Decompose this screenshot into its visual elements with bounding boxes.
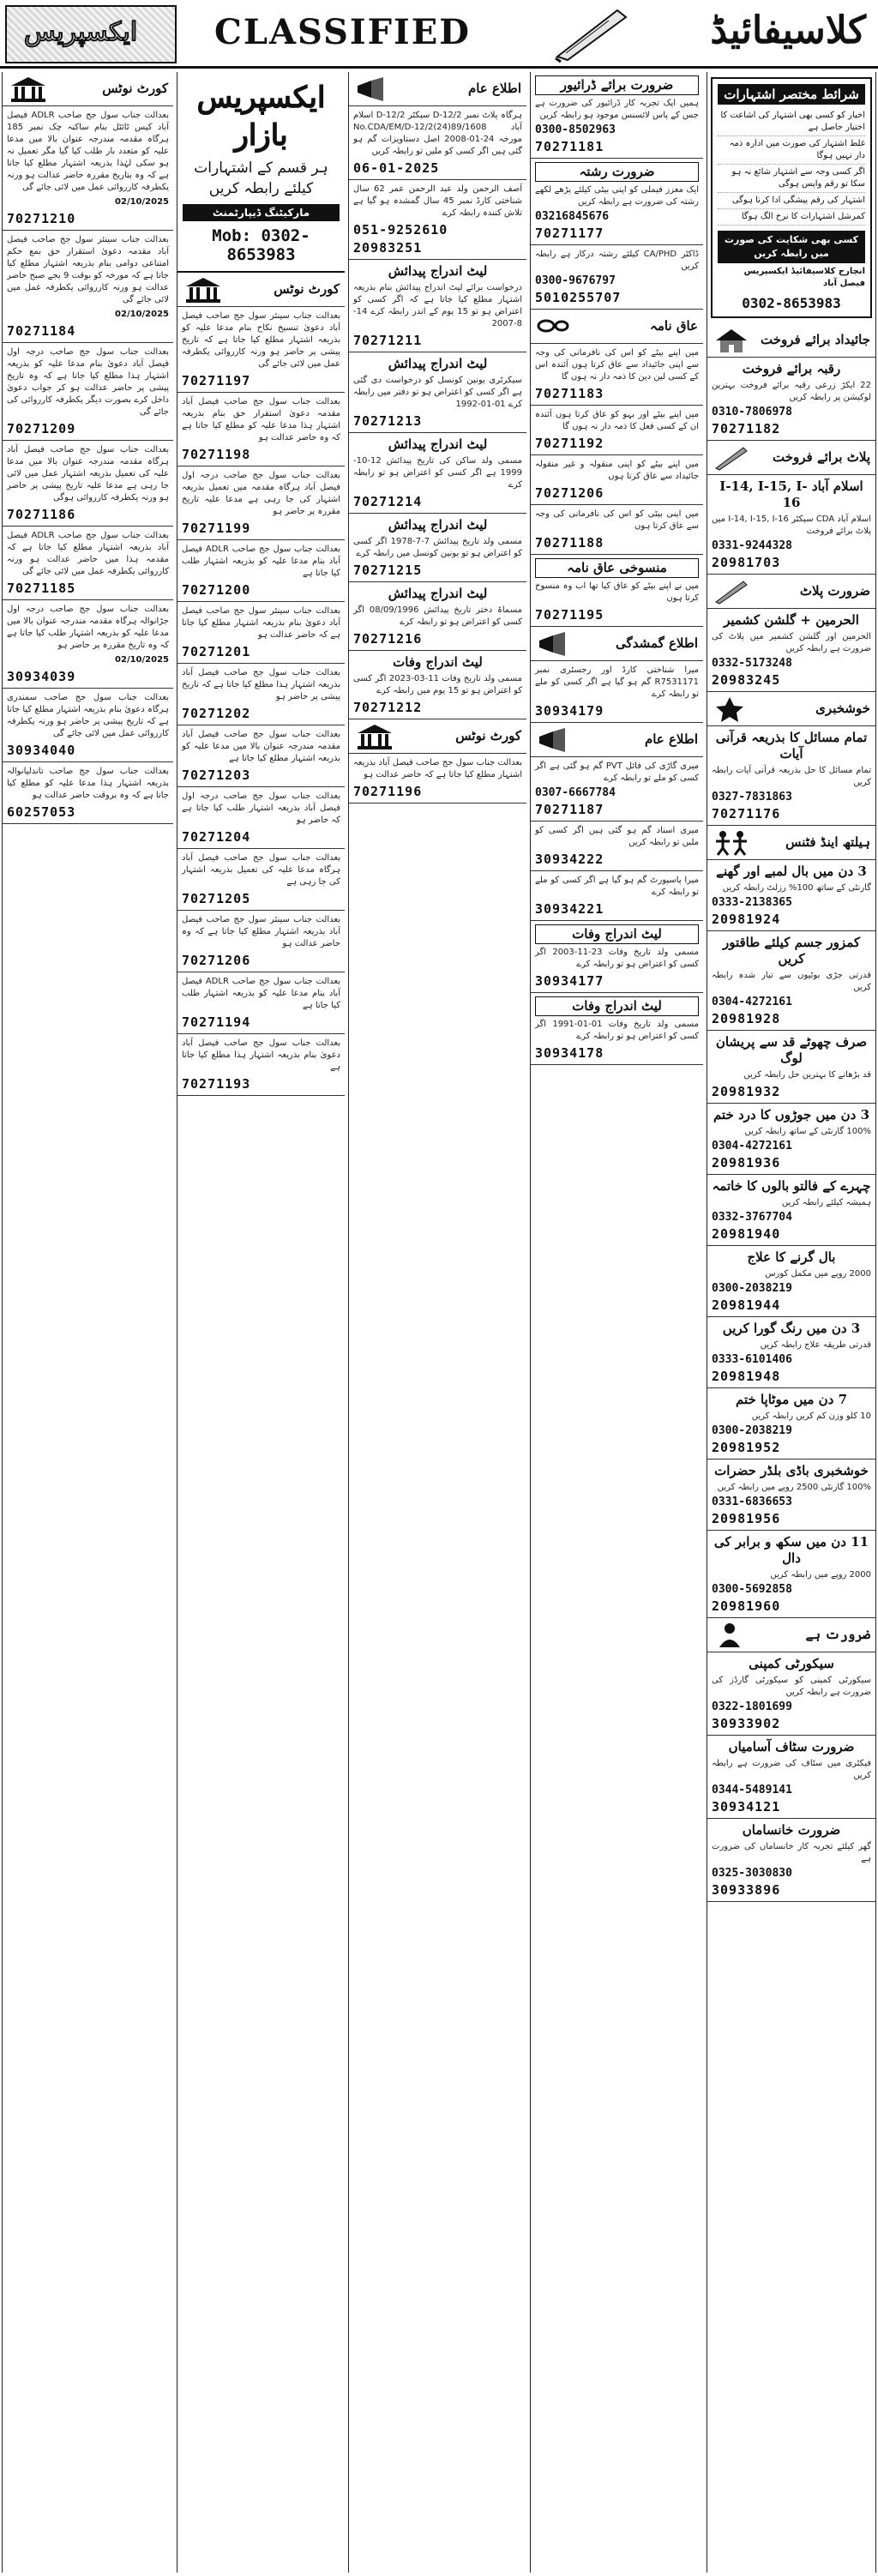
ad-heading: لیٹ اندراج وفات [535,924,699,944]
notice [3,441,173,527]
notice-text: بعدالت جناب سول جج صاحب ADLR فیصل آباد بنام مدعا علیہ کو بذریعہ اشتہار طلب کیا جاتا ہے [182,545,340,578]
ad-heading: ضرورت رشتہ [535,162,699,182]
notice-ref: 60257053 [7,804,76,820]
court-notice-strip [177,273,345,307]
notice [349,433,526,514]
notice-ref: 70271205 [182,891,251,906]
notice-ref: 30934040 [7,743,76,758]
ad-heading: 3 دن میں رنگ گورا کریں [722,1321,861,1336]
express-logo [5,5,177,63]
ad [531,871,703,921]
ad-ref: 20981932 [712,1084,781,1099]
ad-heading: خوشخبری باڈی بلڈر حضرات [714,1463,869,1478]
ad [707,609,875,692]
rates-row: کمرشل اشتہارات کا نرخ الگ ہوگا [718,209,865,226]
ad-heading: لیٹ اندراج وفات [535,996,699,1016]
notice-ref: 70271185 [7,581,76,596]
notice [3,600,173,689]
notice [349,651,526,719]
bazaar-subtitle: ہر قسم کے اشتہارات کیلئے رابطہ کریں [194,159,328,197]
ad-ref: 20981924 [712,912,781,927]
notice-ref: 70271200 [182,582,251,598]
ad-ref: 70271188 [535,535,604,551]
ad-text: 100% گارنٹی کے ساتھ رابطہ کریں [744,1127,871,1136]
notice-text: بعدالت جناب سینئر سول جج صاحب فیصل آباد دعویٰ تنسیخ نکاح بنام مدعا علیہ کو بذریعہ اشتہار مطلع کیا جاتا ہے کہ تاریخ پیشی پر حاضر ہو ورنہ کارروائی یکطرفہ عمل میں لائی جائے گی [182,311,340,369]
court-notice-strip [3,72,173,106]
ad-ref: 70271183 [535,386,604,401]
masthead [0,0,878,69]
notice-text: آصف الرحمن ولد عبد الرحمن عمر 62 سال شناختی کارڈ نمبر 45 سال گمشدہ ہو گیا ہے تلاش کنندہ رابطہ کرے [353,184,522,218]
ad-ref: 30934222 [535,852,604,867]
column-public-notices [348,72,526,2573]
ad-phone: 0304-4272161 [712,996,792,1008]
ad-text: ہمیں ایک تجربہ کار ڈرائیور کی ضرورت ہے جس کے پاس لائسنس موجود ہو رابطہ کریں [535,99,699,120]
public-notice-strip [531,723,703,757]
strip-label: خوشخبری [815,701,870,716]
rates-phone: 0302-8653983 [742,295,841,311]
ad-phone: 03216845676 [535,210,610,223]
bazaar-dept: مارکیٹنگ ڈیپارٹمنٹ [183,204,340,221]
notice [3,231,173,343]
ad-heading: ضرورت سٹاف آسامیاں [728,1739,855,1754]
strip-label: اطلاع عام [467,81,521,96]
public-notice-strip [349,72,526,106]
property-sale-strip [707,323,875,358]
ad-ref: 20981928 [712,1011,781,1026]
rates-row: غلط اشتہار کی صورت میں ادارہ ذمہ دار نہیں ہوگا [718,136,865,165]
pen-icon [713,578,750,605]
bazaar-mobile: Mob: 0302-8653983 [212,226,310,264]
megaphone-icon [536,630,570,658]
notice-text: سیکرٹری یونین کونسل کو درخواست دی گئی ہے اگر کسی کو اعتراض ہو تو دفتر میں رابطہ کرے 01-01-1992 [353,376,522,409]
notice [349,754,526,803]
notice-text: بعدالت جناب سول جج صاحب تاندلیانوالہ بذریعہ اشتہار ہذا مدعا علیہ کو مطلع کیا جاتا ہے کہ وہ بروقت حاضر عدالت ہو [7,767,169,800]
notice-date: 02/10/2025 [115,197,169,207]
ad-ref: 70271182 [712,421,781,436]
ad-text: ہمیشہ کیلئے رابطہ کریں [781,1198,871,1207]
classified-title-en: CLASSIFIED [214,12,471,52]
ad [531,406,703,455]
ad [531,555,703,627]
ad [707,1819,875,1902]
ad-ref: 30934221 [535,901,604,917]
ad-phone: 0300-9676797 [535,274,616,287]
ad-heading: صرف چھوٹے قد سے پریشان لوگ [715,1034,868,1066]
column-property-health-jobs [707,72,876,2573]
ad-ref: 70271181 [535,139,604,154]
notice-date: 02/10/2025 [115,310,169,319]
broken-chain-icon [536,313,570,339]
ad-ref: 30933896 [712,1882,781,1898]
notice [3,762,173,824]
ad [531,757,703,822]
ad-text: میں اپنے بیٹے کو اپنی منقولہ و غیر منقولہ جائیداد سے عاق کرتا ہوں [535,460,699,481]
ad [707,1104,875,1175]
ad-ref: 30934178 [535,1045,604,1061]
ad-phone: 0331-9244328 [712,539,792,552]
ad-text: میں اپنی بیٹی کو اس کی نافرمانی کی وجہ سے عاق کرتا ہوں [535,509,699,531]
jobs-strip [707,1618,875,1652]
house-icon [713,327,750,354]
notice [177,602,345,664]
ad-phone: 0327-7831863 [712,791,792,803]
ad [707,475,875,575]
notice [349,260,526,352]
ad-text: میری گاڑی کی فائل PVT گم ہو گئی ہے اگر کسی کو ملے تو رابطہ کرے [535,761,699,783]
ad [531,159,703,245]
notice [177,393,345,466]
notice-ref: 70271194 [182,1014,251,1030]
rates-row: اگر کسی وجہ سے اشتہار شائع نہ ہو سکا تو رقم واپس ہوگی [718,165,865,193]
rates-row: اخبار کو کسی بھی اشتہار کی اشاعت کا اختیار حاصل ہے [718,108,865,136]
ad-text: میری اسناد گم ہو گئی ہیں اگر کسی کو ملیں تو رابطہ کریں [535,826,699,847]
notice [3,689,173,762]
notice-text: بعدالت جناب سول جج صاحب ADLR فیصل آباد بذریعہ اشتہار مطلع کیا جاتا ہے کہ مقدمہ ہذا میں حاضر عدالت ہو ورنہ کارروائی یکطرفہ عمل میں لائی جائے گی [7,531,169,576]
ad-text: گھر کیلئے تجربہ کار خانساماں کی ضرورت ہے [712,1842,871,1863]
ad-text: سیکورٹی کمپنی کو سیکورٹی گارڈز کی ضرورت ہے رابطہ کریں [712,1676,871,1697]
notice-ref: 70271186 [7,507,76,522]
ad-phone: 0332-5173248 [712,657,792,670]
ad-text: ایک معزز فیملی کو اپنی بیٹی کیلئے پڑھے لکھے رشتہ کی ضرورت ہے رابطہ کریں [535,185,699,207]
notice-text: بعدالت جناب سول جج صاحب سمندری ہرگاہ دعویٰ بنام بذریعہ اشتہار مطلع کیا جاتا ہے کہ تاریخ پیشی پر حاضر ہو ورنہ یکطرفہ کارروائی عمل میں لائی جائے گی [7,693,169,738]
notice [177,664,345,725]
notice-ref: 70271210 [7,211,76,226]
health-fitness-strip [707,826,875,860]
notice-ref: 051-9252610 [353,222,448,238]
court-building-icon [183,276,224,304]
notice [177,1034,345,1096]
ad [531,921,703,993]
ad [531,455,703,505]
ad-text: قدرتی طریقہ علاج رابطہ کریں [760,1340,871,1350]
notice [177,849,345,911]
notice-text: بعدالت جناب سینئر سول جج صاحب فیصل آباد مقدمہ دعویٰ استقرار حق بمع حکم امتناعی دوامی بنام بذریعہ اشتہار مطلع کیا جاتا ہے کہ مورخہ کو بوقت 9 بجے صبح حاضر عدالت ہو ورنہ کارروائی یکطرفہ عمل میں لائی جائے گی [7,235,169,304]
megaphone-icon [354,75,388,103]
ad [707,1736,875,1819]
notice-text: بعدالت جناب سول جج صاحب فیصل آباد ہرگاہ مقدمہ مندرجہ عنوان بالا میں مدعا علیہ کی تعمیل بذریعہ اشتہار عمل میں لائی جا رہی ہے مدعا علیہ تاریخ پیشی پر حاضر ہو ورنہ یکطرفہ کارروائی ہوگی [7,445,169,503]
court-building-icon [354,723,395,750]
ad-text: قدرتی جڑی بوٹیوں سے تیار شدہ رابطہ کریں [712,971,871,992]
ad [707,358,875,441]
ad-heading: 3 دن میں جوڑوں کا درد ختم [713,1107,870,1122]
ad-heading: 3 دن میں بال لمبے اور گھنے [716,864,867,879]
ad-heading: ضرورت خانساماں [742,1822,841,1838]
ad-ref: 20981948 [712,1369,781,1384]
strip-label: ضرورت پلاٹ [799,583,870,599]
ad-ref: 70271177 [535,226,604,241]
express-bazaar-banner [177,72,345,273]
ad-text: میں نے اپنے بیٹے کو عاق کیا تھا اب وہ منسوخ کرتا ہوں [535,581,699,603]
ad-ref: 20981960 [712,1598,781,1614]
ad-ref: 20981703 [712,555,781,570]
ad [707,726,875,826]
notice-text: بعدالت جناب سول جج صاحب فیصل آباد مقدمہ دعویٰ استقرار حق بنام بذریعہ اشتہار ہذا مدعا علیہ کو مطلع کیا جاتا ہے کہ وہ حاضر عدالت ہو [182,397,340,442]
notice-text: بعدالت جناب سول جج صاحب فیصل آباد بذریعہ اشتہار ہذا مطلع کیا جاتا ہے کہ تاریخ پیشی پر حاضر ہو [182,668,340,701]
ad-ref: 70271206 [535,485,604,501]
notice [177,540,345,602]
notice-ref: 70271199 [182,521,251,536]
notice-ref: 70271193 [182,1076,251,1092]
notice-ref: 70271206 [182,953,251,968]
column-court-notices [2,72,173,2573]
notice-ref: 70271214 [353,494,423,509]
strip-label: کورٹ نوٹس [274,281,340,297]
good-news-strip [707,692,875,726]
notice [3,106,173,231]
notice-text: مسماۃ دختر تاریخ پیدائش 08/09/1996 اگر کسی کو اعتراض ہو تو رابطہ کرے [353,605,522,627]
column-wanted-notices [530,72,703,2573]
notice-text: بعدالت جناب سول جج صاحب درجہ اول فیصل آباد دعویٰ بنام مدعا علیہ کو بذریعہ اشتہار ہذا مطلع کیا جاتا ہے کہ وہ تاریخ پیشی پر حاضر عدالت ہو کر جواب دعویٰ داخل کرے بصورت دیگر یکطرفہ کارروائی کی جائے گی [7,347,169,417]
ad-heading: کمزور جسم کیلئے طاقتور کریں [722,935,861,966]
worker-icon [713,1622,747,1649]
notice-heading: لیٹ اندراج پیدائش [388,263,488,279]
ad-heading: 11 دن میں سکھ و برابر کی دال [713,1534,869,1566]
ad-heading: اسلام آباد I-14, I-15, I-16 [719,478,863,510]
notice-text: درخواست برائے لیٹ اندراج پیدائش بنام بذریعہ اشتہار مطلع کیا جاتا ہے کہ اگر کسی کو اعتراض ہو تو 15 یوم کے اندر رابطہ کرے 14-8-2007 [353,283,522,328]
rates-row: اشتہار کی رقم پیشگی ادا کرنا ہوگی [718,193,865,209]
notice-ref: 70271209 [7,421,76,436]
notice-text: بعدالت جناب سول جج صاحب ADLR فیصل آباد بنام مدعا علیہ کو بذریعہ اشتہار طلب کیا جاتا ہے [182,977,340,1010]
ad-heading: 7 دن میں موٹاپا ختم [735,1392,848,1407]
notice-ref: 70271197 [182,373,251,388]
notice-text: بعدالت جناب سول جج صاحب درجہ اول فیصل آباد بذریعہ اشتہار طلب کیا جاتا ہے کہ حاضر ہو [182,791,340,825]
bazaar-title: ایکسپریس بازار [196,81,326,153]
megaphone-icon [536,726,570,754]
ad-text: 100% گارنٹی 2500 روپے میں رابطہ کریں [717,1483,871,1492]
ad-heading: منسوخی عاق نامہ [535,558,699,578]
notice-text: مسمی ولد ساکن کی تاریخ پیدائش 12-10-1999 ہے اگر کسی کو اعتراض ہو تو رابطہ کرے [353,456,522,490]
strip-label: پلاٹ برائے فروخت [773,449,870,465]
notice-ref: 70271198 [182,447,251,462]
ad-text: 2000 روپے میں مکمل کورس [765,1269,871,1279]
rates-box [711,77,872,318]
ad-ref: 20983245 [712,672,781,688]
notice-heading: لیٹ اندراج پیدائش [388,517,488,533]
notice [177,307,345,393]
ad [531,72,703,159]
ad-phone: 0300-2038219 [712,1282,792,1295]
column-bazaar-court [177,72,345,2573]
ad [531,993,703,1065]
ad-phone: 0344-5489141 [712,1784,792,1797]
ad-text: میں اپنے بیٹے اور بہو کو عاق کرتا ہوں آئندہ ان کے کسی فعل کا ذمہ دار نہ ہوں گا [535,410,699,431]
ad [531,505,703,555]
ad-text: فیکٹری میں سٹاف کی ضرورت ہے رابطہ کریں [712,1759,871,1780]
notice-ref: 06-01-2025 [353,160,440,176]
ad-ref: 5010255707 [535,290,622,305]
rates-heading: شرائط مختصر اشتہارات [718,84,865,105]
notice-heading: لیٹ اندراج وفات [393,654,483,670]
ad-ref: 70271192 [535,436,604,451]
ad [707,1652,875,1736]
plot-wanted-strip [707,575,875,609]
strip-label: جائیداد برائے فروخت [761,332,870,347]
ad-heading: سیکورٹی کمپنی [749,1656,834,1671]
ad-heading: بال گرنے کا علاج [747,1249,836,1265]
ad-phone: 0310-7806978 [712,406,792,418]
ad-heading: چہرے کے فالتو بالوں کا خاتمہ [712,1178,871,1194]
notice-text: بعدالت جناب سول جج صاحب فیصل آباد ہرگاہ مدعا علیہ کی تعمیل بذریعہ اشتہار کی جا رہی ہے [182,853,340,887]
ad-text: مسمی ولد تاریخ وفات 23-11-2003 اگر کسی کو اعتراض ہو تو رابطہ کرے [535,948,699,969]
notice-ref: 70271202 [182,706,251,721]
logo-text: ایکسپریس [24,17,138,47]
ad-phone: 0325-3030830 [712,1867,792,1880]
notice [177,972,345,1034]
aaq-nama-strip [531,310,703,344]
ad-text: ڈاکٹر CA/PHD کیلئے رشتہ درکار ہے رابطہ کریں [535,250,699,271]
notice [349,514,526,582]
ad-heading: ضرورت برائے ڈرائیور [535,75,699,95]
ad-heading: تمام مسائل کا بذریعہ قرآنی آیات [715,730,868,761]
strip-label: کورٹ نوٹس [455,728,521,743]
notice-text: بعدالت جناب سول جج صاحب درجہ اول جڑانوالہ ہرگاہ مقدمہ مندرجہ عنوان بالا میں مدعا علیہ کو بذریعہ اشتہار طلب کیا جاتا ہے کہ وہ تاریخ مقررہ پر حاضر ہو [7,605,169,650]
notice-ref: 70271196 [353,784,423,799]
ad-ref: 30934121 [712,1799,781,1815]
ad-text: 2000 روپے میں رابطہ کریں [770,1570,871,1580]
notice-text: بعدالت جناب سول جج صاحب درجہ اول فیصل آباد ہرگاہ مقدمہ میں تعمیل بذریعہ اشتہار کی جا رہی ہے مدعا علیہ تاریخ مقررہ پر حاضر ہو [182,471,340,516]
ad-phone: 0332-3767704 [712,1211,792,1224]
ad [531,822,703,871]
quill-icon [549,5,634,63]
ad-text: میرا پاسپورٹ گم ہو گیا ہے اگر کسی کو ملے تو رابطہ کرے [535,876,699,897]
notice-ref: 70271201 [182,644,251,659]
court-notice-strip [349,719,526,754]
notice-ref: 70271213 [353,413,423,429]
rates-footer: کسی بھی شکایت کی صورت میں رابطہ کریں [718,231,865,263]
strip-label: عاق نامہ [650,318,698,334]
strip-label: کورٹ نوٹس [102,81,168,96]
lost-notice-strip [531,627,703,661]
notice [349,352,526,433]
notice-text: بعدالت جناب سول جج صاحب ADLR فیصل آباد کیس ٹائٹل بنام ساکنہ چک نمبر 185 ہرگاہ مقدمہ مندرجہ عنوان بالا میں مدعا علیہ کو متعدد بار طلب کیا گیا مگر تعمیل نہ ہو سکی لہٰذا بذریعہ اشتہار مطلع کیا جاتا ہے کہ وہ بتاریخ مقررہ حاضر عدالت ہو ورنہ یکطرفہ کارروائی عمل میں لائی جائے گی [7,111,169,192]
ad [707,1246,875,1317]
classified-title-ur: کلاسیفائیڈ [710,9,866,52]
notice-ref: 30934039 [7,669,76,684]
ad-phone: 0300-8502963 [535,123,616,136]
strip-label: اطلاع عام [644,731,698,747]
ad-ref: 20981940 [712,1226,781,1242]
notice-ref: 70271211 [353,333,423,348]
star-icon [713,695,747,723]
notice [177,725,345,787]
notice-text: بعدالت جناب سول جج صاحب فیصل آباد بذریعہ اشتہار مطلع کیا جاتا ہے کہ حاضر عدالت ہو [353,758,522,779]
ad [707,1175,875,1246]
notice [349,582,526,651]
notice-heading: لیٹ اندراج پیدائش [388,356,488,371]
ad-ref: 70271187 [535,802,604,817]
notice-heading: لیٹ اندراج پیدائش [388,436,488,452]
ad-phone: 0307-6667784 [535,786,616,799]
notice-text: بعدالت جناب سول جج صاحب فیصل آباد مقدمہ مندرجہ عنوان بالا میں مدعا علیہ کو بذریعہ اشتہار مطلع کیا جاتا ہے [182,730,340,763]
ad [707,1388,875,1460]
notice-text: ہرگاہ پلاٹ نمبر D-12/2 سیکٹر D-12/2 اسلام آباد No.CDA/EM/D-12/2(24)89/1608 مورخہ 24-01-2008 اصل دستاویزات گم ہو گئی ہیں اگر کسی کو ملیں تو رابطہ کریں [353,111,523,156]
ad-phone: 0300-5692858 [712,1583,792,1596]
ad [531,661,703,723]
notice [349,106,526,180]
ad-ref: 30934177 [535,973,604,989]
notice [177,787,345,849]
fitness-figures-icon [713,829,750,857]
rates-contact: انچارج کلاسیفائیڈ ایکسپریس فیصل آباد [743,267,865,288]
ad-phone: 0333-2138365 [712,896,792,909]
ad-phone: 0304-4272161 [712,1140,792,1153]
notice-ref: 70271184 [7,323,76,339]
ad-phone: 0322-1801699 [712,1700,792,1713]
notice-ref: 70271216 [353,631,423,647]
ad-heading: رقبہ برائے فروخت [742,361,841,376]
notice-ref: 70271215 [353,563,423,578]
court-building-icon [8,75,49,103]
ad-text: میں اپنے بیٹے کو اس کی نافرمانی کی وجہ سے اپنی جائیداد سے عاق کرتا ہوں آئندہ اس کے کسی لین دین کا ذمہ دار نہ ہوں گا [535,348,699,382]
ad-phone: 0300-2038219 [712,1424,792,1437]
notice-ref: 70271204 [182,829,251,845]
ad-ref: 20981952 [712,1440,781,1455]
notice-text: بعدالت جناب سول جج صاحب فیصل آباد دعویٰ بنام بذریعہ اشتہار ہذا مطلع کیا جاتا ہے [182,1038,340,1072]
ad-phone: 0331-6836653 [712,1496,792,1508]
ad-text: گارنٹی کے ساتھ 100% رزلٹ رابطہ کریں [722,883,871,893]
notice-ref: 70271212 [353,700,423,715]
ad [531,344,703,406]
ad-ref: 70271195 [535,607,604,623]
notice-text: مسمی ولد تاریخ وفات 11-03-2023 اگر کسی کو اعتراض ہو تو 15 یوم میں رابطہ کرے [353,674,522,695]
pen-icon [713,444,750,472]
ad-ref: 70271176 [712,806,781,822]
ad-text: تمام مسائل کا حل بذریعہ قرآنی آیات رابطہ کریں [712,766,871,787]
notice [177,466,345,540]
plot-sale-strip [707,441,875,475]
ad-ref: 20981944 [712,1297,781,1313]
ad-text: 10 کلو وزن کم کریں رابطہ کریں [751,1411,871,1421]
notice-text: مسمی ولد تاریخ پیدائش 7-7-1978 اگر کسی کو اعتراض ہو تو یونین کونسل میں رابطہ کرے [353,537,522,558]
ad-phone: 0333-6101406 [712,1353,792,1366]
ad [531,245,703,310]
ad-text: میرا شناختی کارڈ اور رجسٹری نمبر R7531171 گم ہو گیا ہے اگر کسی کو ملے تو رابطہ کرے [535,665,699,699]
ad [707,1460,875,1531]
notice-date: 02/10/2025 [115,655,169,665]
strip-label: ہیلتھ اینڈ فٹنس [785,834,870,850]
ad-heading: الحرمین + گلشن کشمیر [724,612,859,628]
ad-ref: 30934179 [535,703,604,719]
notice [177,911,345,972]
strip-label: اطلاع گمشدگی [616,635,698,651]
ad [707,1531,875,1618]
ad-text: مسمی ولد تاریخ وفات 01-01-1991 اگر کسی کو اعتراض ہو تو رابطہ کرے [535,1020,699,1041]
ad-ref: 30933902 [712,1716,781,1731]
ad [707,1031,875,1104]
notice-text: بعدالت جناب سینئر سول جج صاحب فیصل آباد دعویٰ بنام بذریعہ اشتہار مطلع کیا جاتا ہے کہ حاضر عدالت ہو [182,606,340,640]
ad-ref: 20981956 [712,1511,781,1526]
ad [707,1317,875,1388]
notice-heading: لیٹ اندراج پیدائش [388,586,488,601]
ad [707,860,875,931]
ad-text: اسلام آباد CDA سیکٹر I-14, I-15, I-16 میں پلاٹ برائے فروخت [712,515,872,536]
ad-ref: 20981936 [712,1155,781,1171]
strip-label: ضرورت ہے [805,1627,870,1642]
notice [349,180,526,260]
notice-ref: 20983251 [353,240,423,256]
ad-text: 22 ایکڑ زرعی رقبہ برائے فروخت بہترین لوکیشن پر رابطہ کریں [712,381,871,402]
notice-ref: 70271203 [182,767,251,783]
ad [707,931,875,1031]
notice-text: بعدالت جناب سینئر سول جج صاحب فیصل آباد بذریعہ اشتہار مطلع کیا جاتا ہے کہ وہ حاضر عدالت ہو [182,915,340,948]
notice [3,527,173,600]
ad-text: قد بڑھانے کا بہترین حل رابطہ کریں [743,1070,871,1080]
ad-text: الحرمین اور گلشن کشمیر میں پلاٹ کی ضرورت ہے رابطہ کریں [712,632,871,653]
notice [3,343,173,441]
